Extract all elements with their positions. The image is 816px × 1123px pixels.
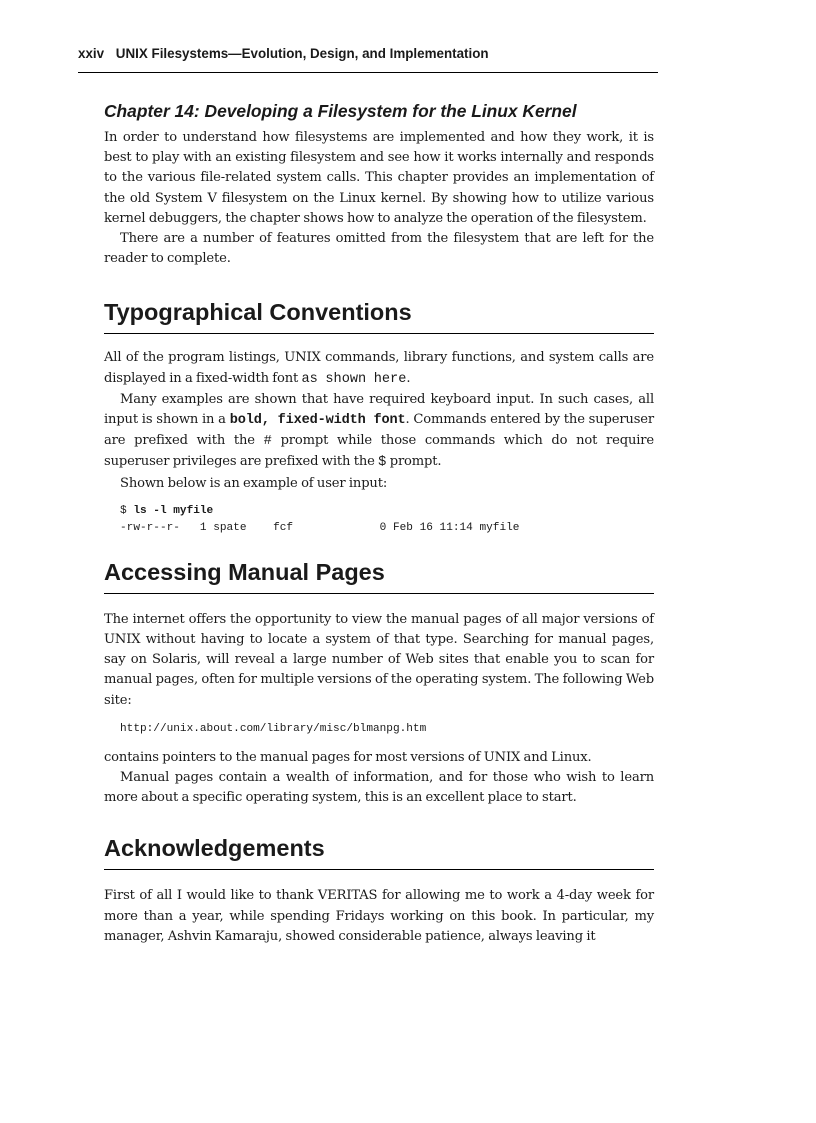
running-head (78, 46, 658, 73)
user-input-command: ls -l myfile (133, 504, 214, 517)
typographical-paragraph-3: Shown below is an example of user input: (120, 475, 388, 491)
book-title: UNIX Filesystems—Evolution, Design, and Implementation (115, 46, 489, 61)
acknowledgements-heading: Acknowledgements (104, 835, 654, 870)
typographical-paragraph-1: All of the program listings, UNIX commands, library functions, and system calls are displayed in a fixed-width font as shown here. (104, 350, 654, 387)
accessing-manual-pages-heading: Accessing Manual Pages (104, 559, 654, 594)
page-number: xxiv (78, 46, 105, 61)
manual-pages-paragraph-2: contains pointers to the manual pages for most versions of UNIX and Linux. (104, 749, 592, 765)
manual-pages-url: http://unix.about.com/library/misc/blmanpg.htm (120, 722, 427, 735)
command-output: -rw-r--r- 1 spate fcf 0 Feb 16 11:14 myfile (120, 521, 520, 534)
bold-fixed-width-sample: bold, fixed-width font (229, 413, 406, 429)
typographical-paragraph-2: Many examples are shown that have required keyboard input. In such cases, all input is shown in a bold, fixed-width font. Commands entered by the superuser are prefixed with the # prompt while those commands which do not require superuser privileges are prefixed with the $ prompt. (104, 391, 654, 471)
acknowledgements-paragraph-1: First of all I would like to thank VERITAS for allowing me to work a 4-day week for more than a year, while spending Fridays working on this book. In particular, my manager, Ashvin Kamaraju, showed considerable patience, always leaving it (104, 888, 654, 944)
user-input-example: $ ls -l myfile -rw-r--r- 1 spate fcf 0 Feb 16 11:14 myfile (120, 504, 520, 534)
chapter-14-paragraph-1: In order to understand how filesystems are implemented and how they work, it is best to play with an existing filesystem and see how it works internally and responds to the various file-related system calls. This chapter provides an implementation of the old System V filesystem on the Linux kernel. By showing how to utilize various kernel debuggers, the chapter shows how to analyze the operation of the filesystem. (104, 130, 654, 226)
chapter-14-heading: Chapter 14: Developing a Filesystem for the Linux Kernel (104, 101, 577, 121)
chapter-14-paragraph-2: There are a number of features omitted from the filesystem that are left for the reader to complete. (104, 231, 654, 267)
dollar-prompt: $ (378, 455, 387, 471)
typographical-conventions-heading: Typographical Conventions (104, 299, 654, 334)
manual-pages-paragraph-1: The internet offers the opportunity to view the manual pages of all major versions of UNIX without having to locate a system of that type. Searching for manual pages, say on Solaris, will reveal a large number of Web sites that enable you to scan for manual pages, often for multiple versions of the operating system. The following Web site: (104, 611, 654, 708)
fixed-width-sample: as shown here (301, 371, 407, 387)
hash-prompt: # (263, 434, 272, 450)
manual-pages-paragraph-3: Manual pages contain a wealth of information, and for those who wish to learn more about a specific operating system, this is an excellent place to start. (104, 770, 654, 806)
page-content (104, 100, 654, 947)
